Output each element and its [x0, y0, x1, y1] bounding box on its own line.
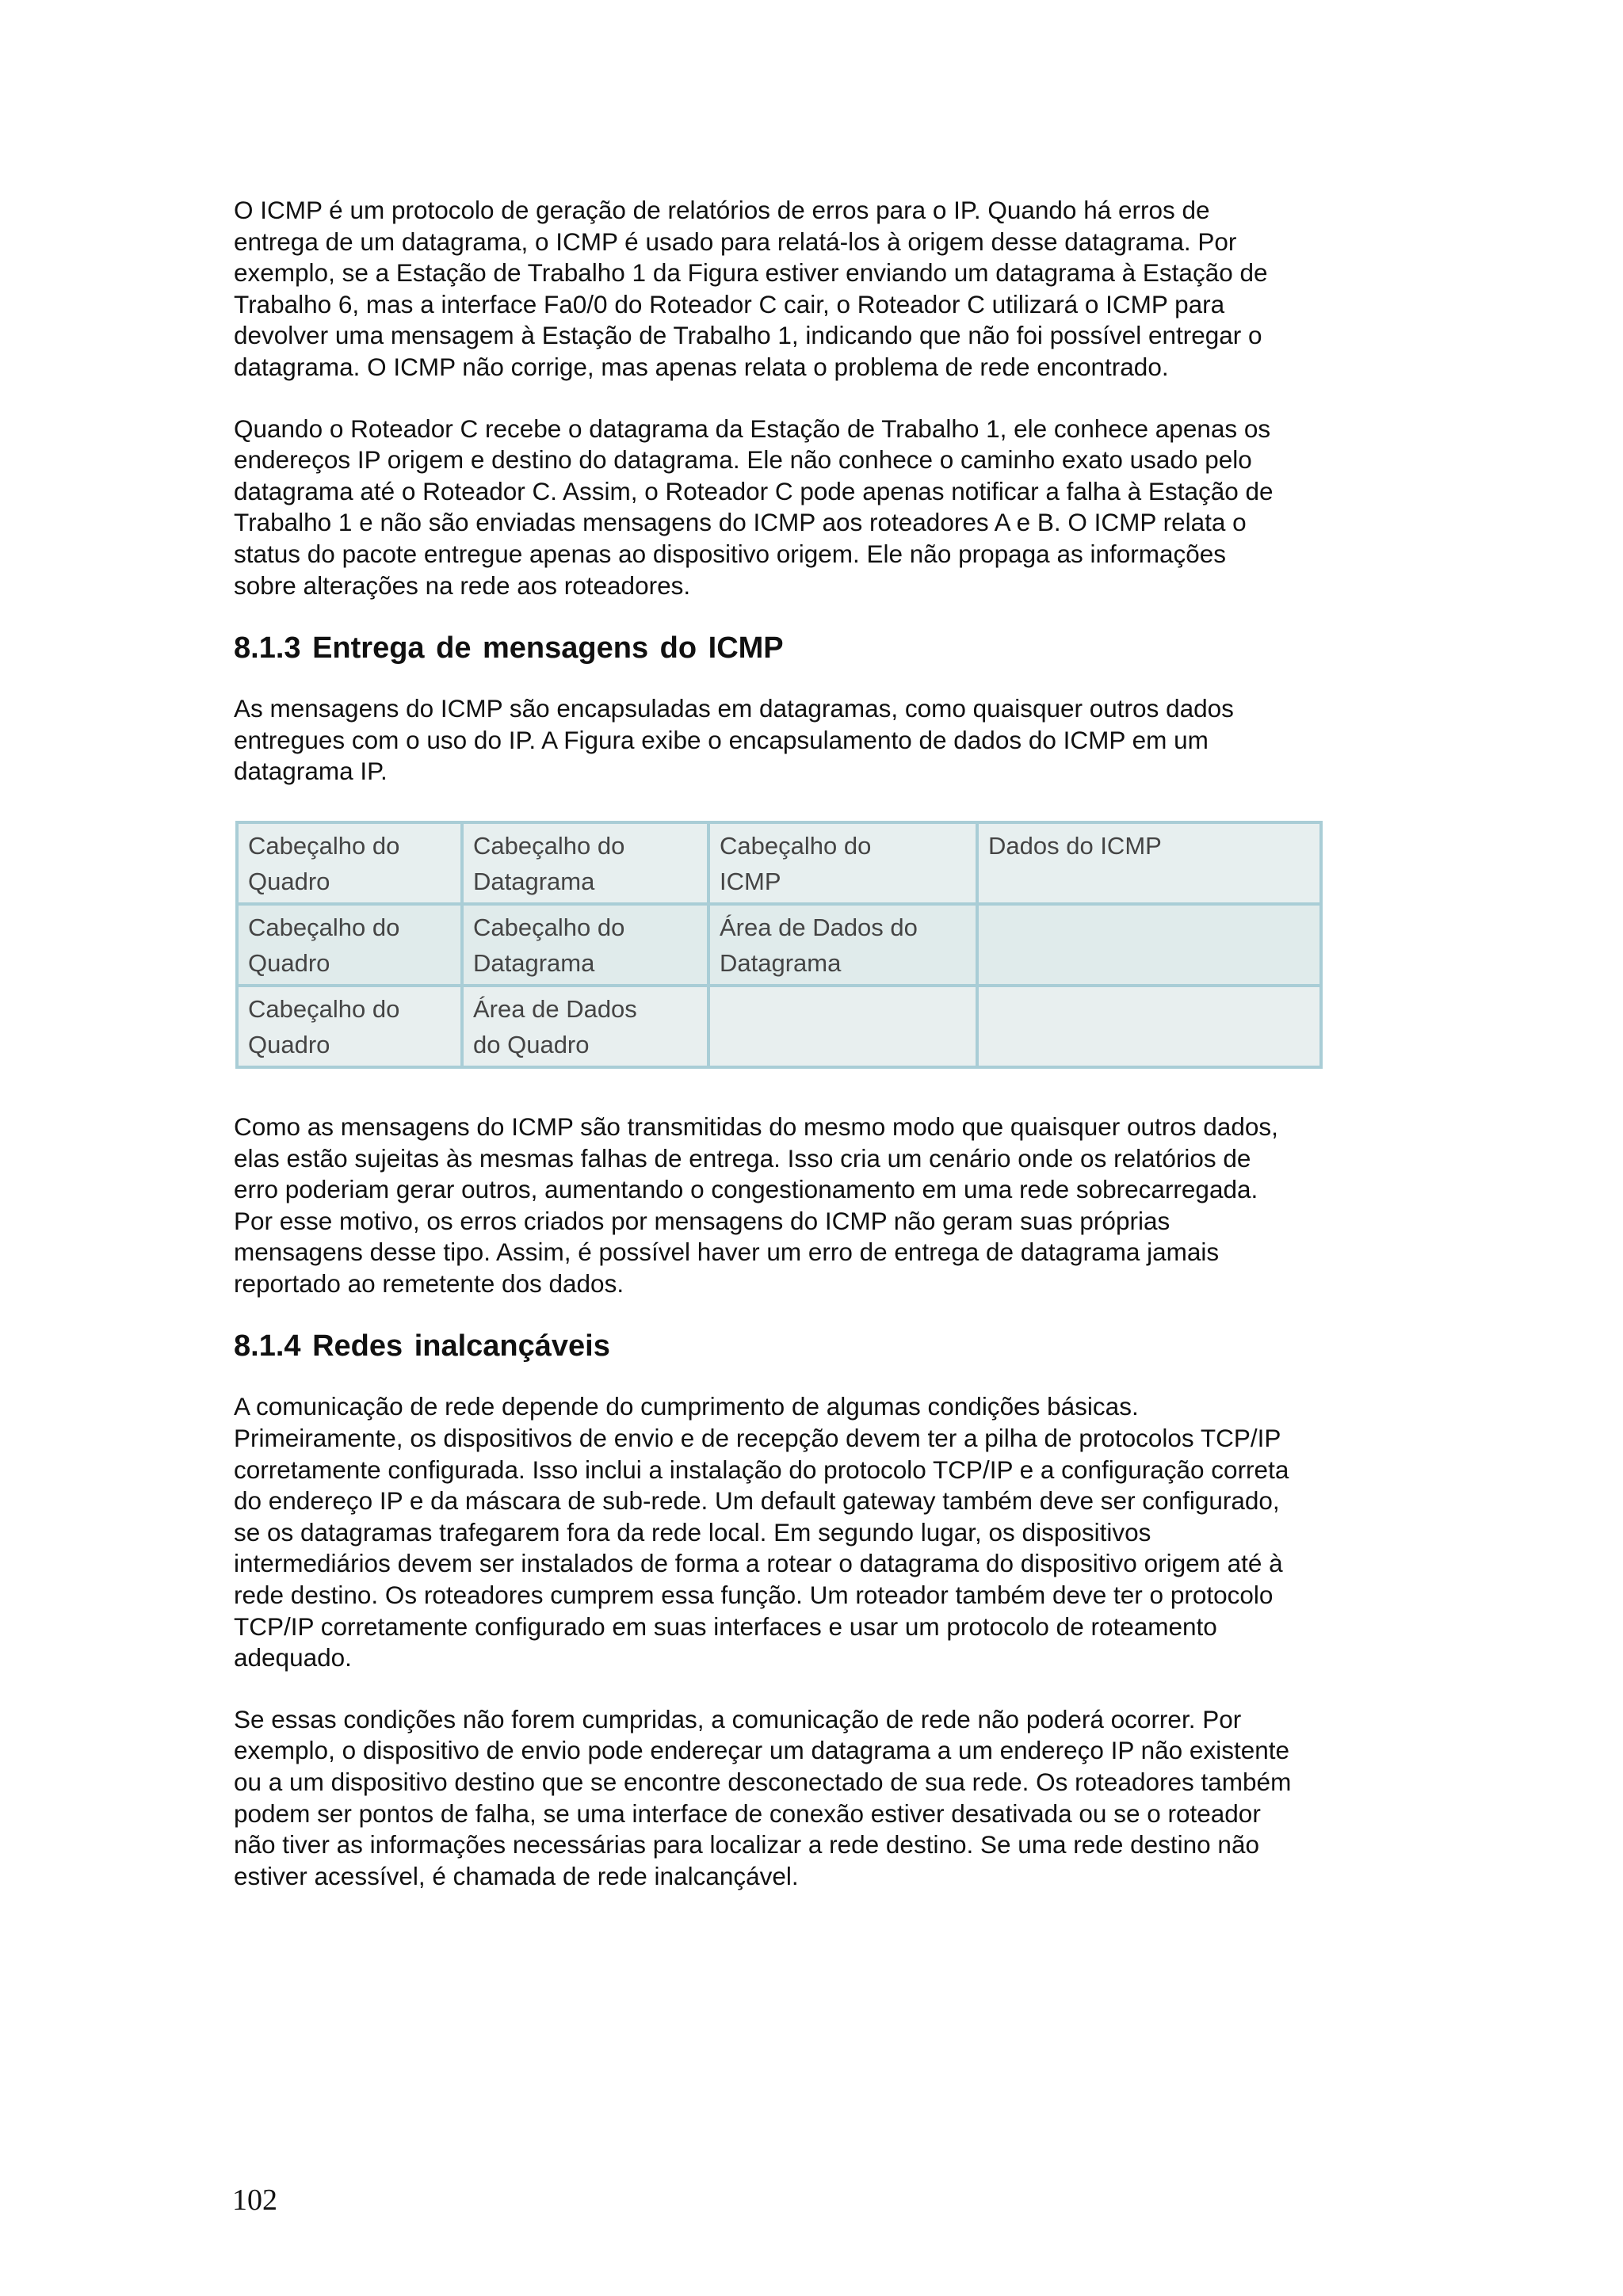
page-number: 102	[232, 2183, 277, 2217]
paragraph-router-c: Quando o Roteador C recebe o datagrama da Estação de Trabalho 1, ele conhece apenas os endereços IP origem e destino do datagrama. Ele não conhece o caminho exato usado pelo datagrama até o Roteador C. Assim, o Roteador C pode apenas notificar a falha à Estação de Trabalho 1 e não são enviadas mensagens do ICMP aos roteadores A e B. O ICMP relata o status do pacote entregue apenas ao dispositivo origem. Ele não propaga as informações sobre alterações na rede aos roteadores.	[234, 414, 1274, 600]
table-cell-empty	[977, 986, 1321, 1067]
table-cell-empty	[708, 986, 977, 1067]
table-cell: Cabeçalho do Quadro	[237, 986, 462, 1067]
table-cell: Área de Dados do Datagrama	[708, 904, 977, 986]
paragraph-icmp-intro: O ICMP é um protocolo de geração de relatórios de erros para o IP. Quando há erros de entrega de um datagrama, o ICMP é usado para relatá-los à origem desse datagrama. Por exemplo, se a Estação de Trabalho 1 da Figura estiver enviando um datagrama à Estação de Trabalho 6, mas a interface Fa0/0 do Roteador C cair, o Roteador C utilizará o ICMP para devolver uma mensagem à Estação de Trabalho 1, indicando que não foi possível entregar o datagrama. O ICMP não corrige, mas apenas relata o problema de rede encontrado.	[234, 196, 1268, 381]
table-row	[237, 904, 1321, 986]
paragraph-encapsulation: As mensagens do ICMP são encapsuladas em datagramas, como quaisquer outros dados entregues com o uso do IP. A Figura exibe o encapsulamento de dados do ICMP em um datagrama IP.	[234, 694, 1234, 786]
table-row	[237, 986, 1321, 1067]
table-cell: Área de Dados do Quadro	[462, 986, 708, 1067]
section-heading-redes-inalcancaveis: 8.1.4 Redes inalcançáveis	[234, 1329, 610, 1363]
encapsulation-figure-table	[235, 821, 1323, 1069]
table-cell: Cabeçalho do Datagrama	[462, 904, 708, 986]
table-cell: Cabeçalho do ICMP	[708, 822, 977, 904]
paragraph-network-conditions: A comunicação de rede depende do cumprimento de algumas condições básicas. Primeiramente, os dispositivos de envio e de recepção devem ter a pilha de protocolos TCP/IP corretamente configurada. Isso inclui a instalação do protocolo TCP/IP e a configuração correta do endereço IP e da máscara de sub-rede. Um default gateway também deve ser configurado, se os datagramas trafegarem fora da rede local. Em segundo lugar, os dispositivos intermediários devem ser instalados de forma a rotear o datagrama do dispositivo origem até à rede destino. Os roteadores cumprem essa função. Um roteador também deve ter o protocolo TCP/IP corretamente configurado em suas interfaces e usar um protocolo de roteamento adequado.	[234, 1392, 1289, 1672]
section-heading-entrega: 8.1.3 Entrega de mensagens do ICMP	[234, 631, 784, 666]
table-cell: Cabeçalho do Quadro	[237, 822, 462, 904]
table-row	[237, 822, 1321, 904]
table-cell: Dados do ICMP	[977, 822, 1321, 904]
table-cell-empty	[977, 904, 1321, 986]
paragraph-icmp-failures: Como as mensagens do ICMP são transmitidas do mesmo modo que quaisquer outros dados, elas estão sujeitas às mesmas falhas de entrega. Isso cria um cenário onde os relatórios de erro poderiam gerar outros, aumentando o congestionamento em uma rede sobrecarregada. Por esse motivo, os erros criados por mensagens do ICMP não geram suas próprias mensagens desse tipo. Assim, é possível haver um erro de entrega de datagrama jamais reportado ao remetente dos dados.	[234, 1112, 1278, 1298]
document-page	[234, 195, 1407, 1892]
table-cell: Cabeçalho do Quadro	[237, 904, 462, 986]
paragraph-unreachable-network: Se essas condições não forem cumpridas, a comunicação de rede não poderá ocorrer. Por exemplo, o dispositivo de envio pode endereçar um datagrama a um endereço IP não existente ou a um dispositivo destino que se encontre desconectado de sua rede. Os roteadores também podem ser pontos de falha, se uma interface de conexão estiver desativada ou se o roteador não tiver as informações necessárias para localizar a rede destino. Se uma rede destino não estiver acessível, é chamada de rede inalcançável.	[234, 1704, 1292, 1890]
table-cell: Cabeçalho do Datagrama	[462, 822, 708, 904]
